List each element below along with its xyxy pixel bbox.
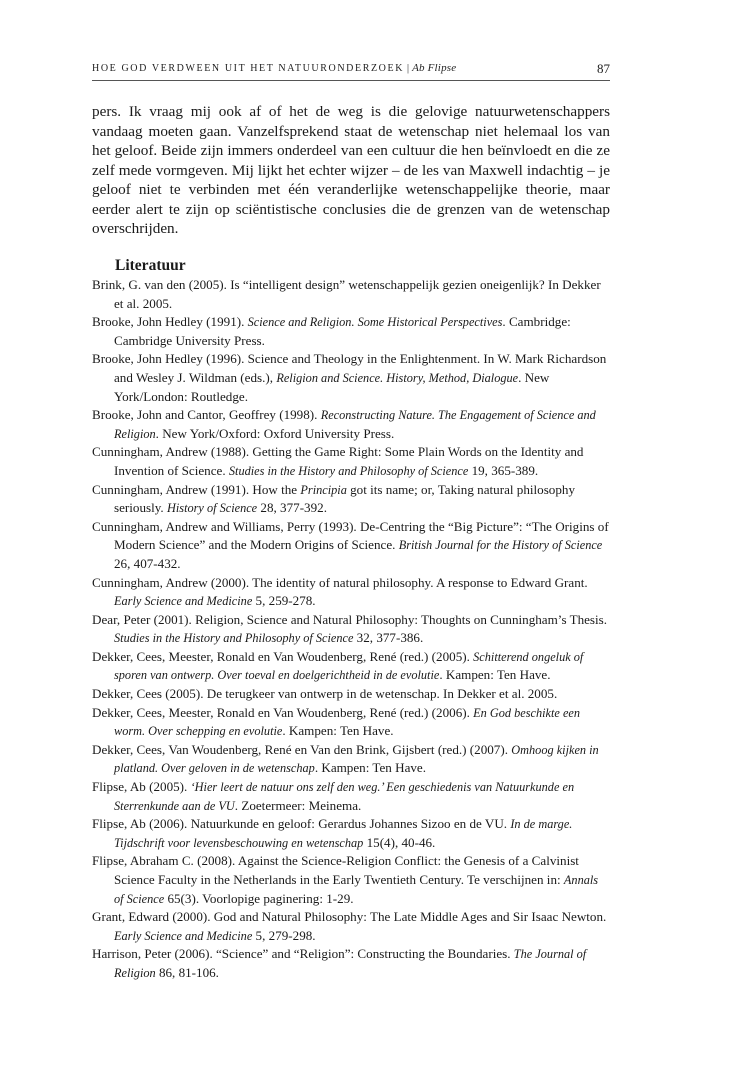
header-author: Ab Flipse (412, 62, 457, 74)
reference-text: Brooke, John Hedley (1991). (92, 314, 248, 330)
reference-text: 5, 259-278. (252, 593, 316, 609)
reference-item (92, 276, 610, 313)
page-number: 87 (597, 61, 610, 76)
reference-text: Brooke, John and Cantor, Geoffrey (1998). (92, 407, 321, 423)
reference-text: 15(4), 40-46. (363, 834, 436, 850)
reference-italic-title: Early Science and Medicine (114, 928, 253, 943)
reference-text: . Kampen: Ten Have. (439, 667, 551, 683)
reference-italic-title: The Journal of Religion (114, 947, 587, 980)
reference-italic-title: Annals of Science (114, 873, 599, 906)
reference-italic-title: Early Science and Medicine (114, 594, 253, 609)
reference-list (92, 276, 610, 983)
reference-text: Cunningham, Andrew (2000). The identity of natural philosophy. A response to Edward Grant. (92, 574, 588, 590)
reference-text: . Kampen: Ten Have. (314, 760, 427, 776)
body-paragraph: pers. Ik vraag mij ook af of het de weg is die gelovige natuurwetenschappers vandaag moeten gaan. Vanzelfsprekend staat de wetenschap niet helemaal los van het geloof. Beide zijn immers onderdeel van een cultuur die hen beïnvloedt en die ze zelf mede vormgeven. Mij lijkt het echter wijzer – de les van Maxwell indachtig – je geloof niet te verbinden met één veranderlijke wetenschappelijke theorie, maar eerder alert te zijn op sciëntistische conclusies die de grenzen van de wetenschap overschrijden. (92, 103, 610, 237)
reference-text: . Cambridge: Cambridge University Press. (114, 314, 571, 348)
running-header (92, 62, 610, 81)
reference-text: Flipse, Ab (2005). (92, 779, 191, 795)
reference-item (92, 778, 610, 815)
reference-text: Brink, G. van den (2005). Is “intelligent design” wetenschappelijk gezien oneigenlijk? In Dekker et al. 2005. (92, 277, 601, 311)
reference-text: Dekker, Cees, Meester, Ronald en Van Woudenberg, René (red.) (2006). (92, 704, 474, 720)
reference-item (92, 313, 610, 350)
reference-italic-title: British Journal for the History of Science (398, 538, 603, 553)
reference-item (92, 815, 610, 852)
reference-text: Harrison, Peter (2006). “Science” and “Religion”: Constructing the Boundaries. (92, 946, 514, 962)
reference-text: Grant, Edward (2000). God and Natural Philosophy: The Late Middle Ages and Sir Isaac Newton. (92, 909, 607, 925)
reference-text: Cunningham, Andrew (1991). How the (92, 481, 301, 497)
reference-text: 65(3). Voorlopige paginering: 1-29. (164, 890, 354, 906)
reference-text: got its name; or, Taking natural philosophy seriously. (114, 481, 575, 516)
reference-text: Dekker, Cees (2005). De terugkeer van ontwerp in de wetenschap. In Dekker et al. 2005. (92, 686, 558, 702)
reference-text: 5, 279-298. (252, 927, 316, 943)
reference-italic-title: Principia (300, 482, 347, 497)
reference-text: 26, 407-432. (114, 555, 181, 571)
reference-text: Dekker, Cees, Van Woudenberg, René en Van den Brink, Gijsbert (red.) (2007). (92, 741, 512, 757)
reference-text: Cunningham, Andrew and Williams, Perry (1993). De-Centring the “Big Picture”: “The Origins of Modern Science” and the Modern Origins of Science. (92, 518, 609, 553)
reference-item (92, 852, 610, 908)
reference-item (92, 574, 610, 611)
reference-item (92, 741, 610, 778)
reference-item (92, 518, 610, 574)
reference-text: Flipse, Ab (2006). Natuurkunde en geloof: Gerardus Johannes Sizoo en de VU. (92, 816, 511, 832)
reference-item (92, 704, 610, 741)
reference-item (92, 481, 610, 518)
reference-item (92, 350, 610, 406)
reference-text: Dear, Peter (2001). Religion, Science and Natural Philosophy: Thoughts on Cunningham’s Thesis. (92, 611, 608, 627)
reference-text: . Kampen: Ten Have. (282, 723, 394, 739)
reference-text: 28, 377-392. (257, 500, 327, 516)
reference-italic-title: Schitterend ongeluk of sporen van ontwerp. Over toeval en doelgerichtheid in de evolutie (114, 649, 584, 683)
reference-item (92, 443, 610, 480)
running-title (92, 62, 456, 74)
reference-item (92, 406, 610, 443)
header-separator: | (407, 63, 410, 74)
reference-italic-title: Studies in the History and Philosophy of Science (114, 631, 354, 646)
reference-italic-title: Omhoog kijken in platland. Over geloven in de wetenschap (114, 742, 599, 776)
reference-item (92, 945, 610, 982)
reference-text: 86, 81-106. (155, 964, 219, 980)
reference-text: Cunningham, Andrew (1988). Getting the Game Right: Some Plain Words on the Identity and Invention of Science. (92, 444, 584, 478)
reference-text: . Zoetermeer: Meinema. (234, 797, 362, 813)
reference-italic-title: Science and Religion. Some Historical Perspectives (247, 315, 503, 330)
reference-text: 19, 365-389. (468, 462, 539, 478)
chapter-title: HOE GOD VERDWEEN UIT HET NATUURONDERZOEK (92, 63, 405, 74)
reference-item (92, 685, 610, 704)
reference-text: Brooke, John Hedley (1996). Science and Theology in the Enlightenment. In W. Mark Richardson and Wesley J. Wildman (eds.), (92, 351, 607, 385)
reference-text: . New York/London: Routledge. (114, 369, 550, 404)
reference-italic-title: Studies in the History and Philosophy of Science (228, 463, 469, 478)
reference-text: Dekker, Cees, Meester, Ronald en Van Woudenberg, René (red.) (2005). (92, 648, 474, 664)
reference-item (92, 908, 610, 945)
reference-italic-title: In de marge. Tijdschrift voor levensbeschouwing en wetenschap (114, 817, 573, 850)
reference-text: 32, 377-386. (353, 630, 424, 646)
reference-item (92, 648, 610, 685)
reference-italic-title: ‘Hier leert de natuur ons zelf den weg.’ Een geschiedenis van Natuurkunde en Sterrenkunde aan de VU (114, 780, 575, 813)
reference-text: Flipse, Abraham C. (2008). Against the Science-Religion Conflict: the Genesis of a Calvinist Science Faculty in the Netherlands in the Early Twentieth Century. Te verschijnen in: (92, 853, 579, 887)
reference-italic-title: History of Science (166, 501, 258, 516)
reference-item (92, 611, 610, 648)
reference-italic-title: Religion and Science. History, Method, Dialogue (276, 370, 519, 385)
literature-heading: Literatuur (115, 257, 186, 274)
reference-italic-title: En God beschikte een worm. Over schepping en evolutie (114, 705, 581, 739)
reference-text: . New York/Oxford: Oxford University Press. (155, 425, 395, 441)
reference-italic-title: Reconstructing Nature. The Engagement of Science and Religion (114, 408, 596, 441)
